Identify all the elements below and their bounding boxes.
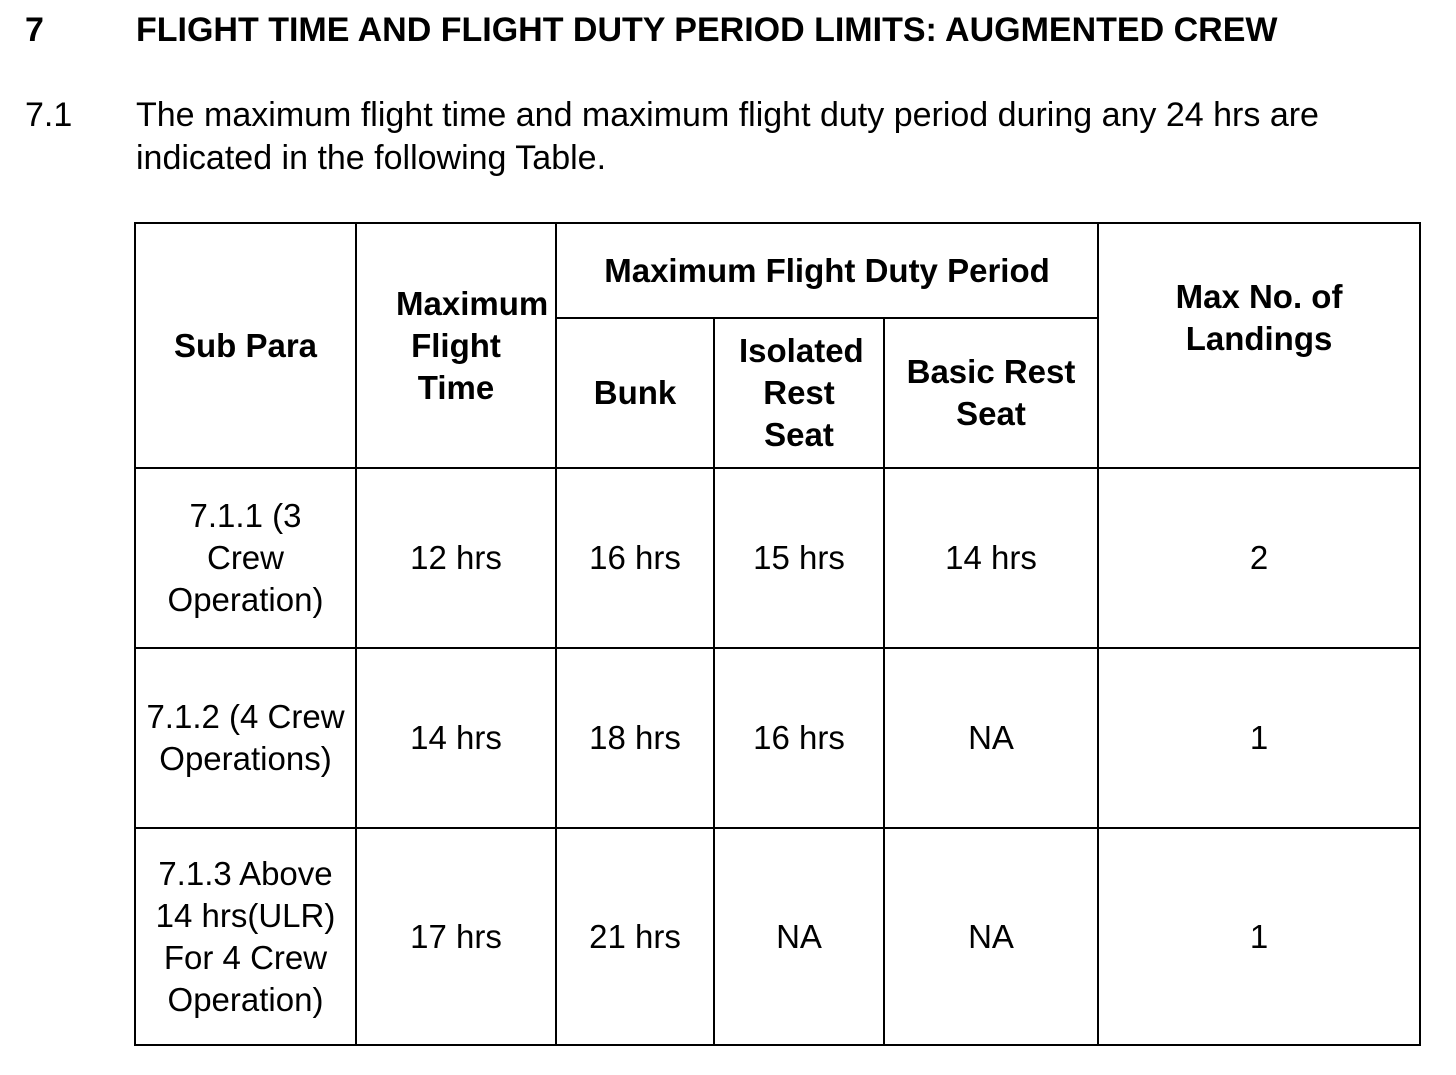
cell-sub-para (135, 648, 356, 828)
cell-basic-rest-seat: NA (884, 828, 1098, 1045)
paragraph-text: The maximum flight time and maximum flight duty period during any 24 hrs are indicated in the following Table. (136, 96, 1319, 177)
cell-max-landings: 1 (1098, 828, 1420, 1045)
cell-sub-para-text: 7.1.1 (3 Crew Operation) (167, 497, 324, 618)
cell-isolated-rest-seat: 16 hrs (714, 648, 884, 828)
header-max-landings (1098, 223, 1420, 468)
header-sub-para: Sub Para (135, 223, 356, 468)
header-basic-rest-seat (884, 318, 1098, 468)
table-row (135, 828, 1420, 1045)
cell-bunk: 16 hrs (556, 468, 714, 648)
header-max-landings-label: Max No. of Landings (1175, 277, 1343, 357)
header-isolated-rest-seat-label: Isolated Rest Seat (739, 332, 864, 453)
header-isolated-rest-seat (714, 318, 884, 468)
paragraph-number: 7.1 (25, 96, 73, 134)
cell-basic-rest-seat: NA (884, 648, 1098, 828)
header-max-flight-duty-period: Maximum Flight Duty Period (556, 223, 1098, 318)
limits-table (134, 222, 1421, 1046)
cell-isolated-rest-seat: NA (714, 828, 884, 1045)
cell-max-flight-time: 17 hrs (356, 828, 556, 1045)
header-bunk: Bunk (556, 318, 714, 468)
cell-bunk: 18 hrs (556, 648, 714, 828)
table-row (135, 468, 1420, 648)
table-header-row (135, 223, 1420, 318)
cell-sub-para-text: 7.1.3 Above 14 hrs(ULR) For 4 Crew Operation) (155, 854, 336, 1018)
section-heading (25, 8, 1445, 56)
table-row (135, 648, 1420, 828)
cell-max-landings: 2 (1098, 468, 1420, 648)
header-max-flight-time-label: Maximum Flight Time (396, 284, 549, 406)
cell-basic-rest-seat: 14 hrs (884, 468, 1098, 648)
cell-sub-para-text: 7.1.2 (4 Crew Operations) (146, 698, 345, 777)
header-basic-rest-seat-label: Basic Rest Seat (906, 353, 1076, 432)
cell-max-flight-time: 12 hrs (356, 468, 556, 648)
cell-sub-para (135, 828, 356, 1045)
cell-bunk: 21 hrs (556, 828, 714, 1045)
cell-max-flight-time: 14 hrs (356, 648, 556, 828)
section-number: 7 (25, 11, 44, 49)
cell-sub-para (135, 468, 356, 648)
section-title: FLIGHT TIME AND FLIGHT DUTY PERIOD LIMITS: AUGMENTED CREW (136, 11, 1278, 49)
cell-isolated-rest-seat: 15 hrs (714, 468, 884, 648)
header-max-flight-time (356, 223, 556, 468)
cell-max-landings: 1 (1098, 648, 1420, 828)
